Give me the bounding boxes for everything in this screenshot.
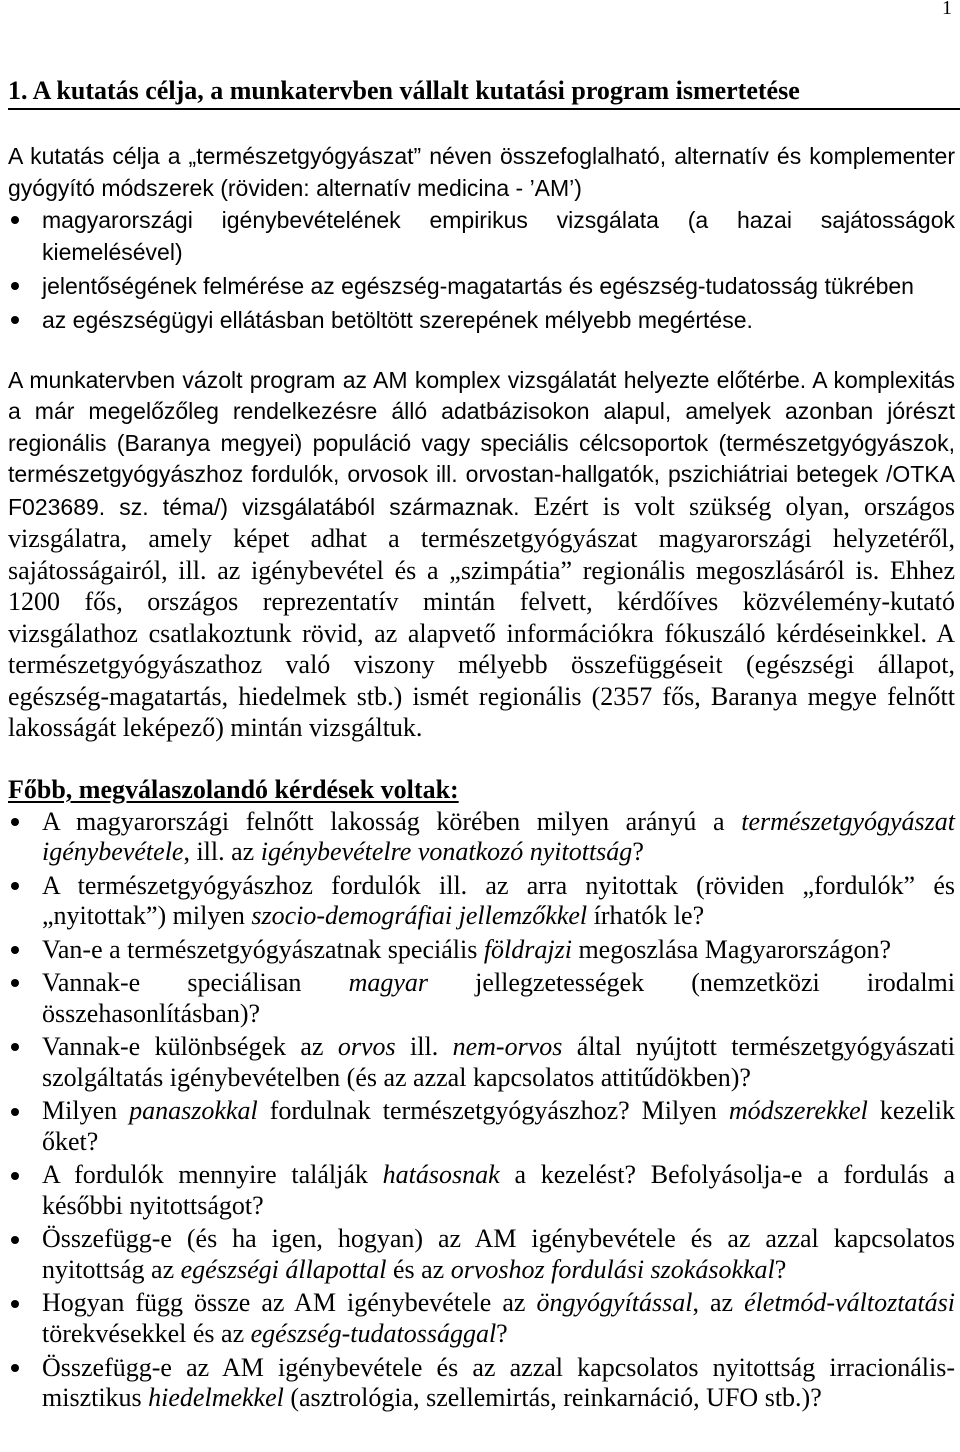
text-segment: Vannak-e különbségek az xyxy=(42,1032,338,1062)
text-segment: kezelik őket? xyxy=(42,1096,955,1156)
aim-item xyxy=(8,304,955,336)
emphasized-text: hiedelmekkel xyxy=(148,1383,284,1413)
text-segment: Összefügg-e (és ha igen, hogyan) az AM igénybevétele és az azzal kapcsolatos nyitottság az xyxy=(42,1224,955,1285)
emphasized-text: módszerekkel xyxy=(728,1096,868,1126)
emphasized-text: igénybevételre vonatkozó nyitottság xyxy=(260,837,633,867)
emphasized-text: földrajzi xyxy=(483,934,572,964)
text-segment: a kezelést? Befolyásolja-e a fordulás a későbbi nyitottságot? xyxy=(42,1160,955,1221)
program-paragraph-survey: Ezért is volt szükség olyan, országos vizsgálatra, amely képet adhat a természetgyógyászat magyarországi helyzetéről, sajátosságairól, ill. az igénybevétel és a „szimpátia” regionális megoszlásáról is. Ehhez 1200 fős, országos reprezentatív mintán felvett, kérdőíves közvélemény-kutató vizsgálathoz csatlakoztunk rövid, az alapvető információkra fókuszáló kérdéseinkkel. A természetgyógyászathoz való viszony mélyebb összefüggéseit (egészségi állapot, egészség-magatartás, hiedelmek stb.) ismét regionális (2357 fős, Baranya megye felnőtt lakosságát leképező) mintán vizsgáltuk. xyxy=(8,491,956,742)
emphasized-text: egészség-tudatossággal xyxy=(250,1319,497,1349)
question-item xyxy=(8,807,955,869)
emphasized-text: panaszokkal xyxy=(129,1096,258,1126)
text-segment: A magyarországi felnőtt lakosság körében milyen arányú a xyxy=(42,806,742,836)
bullet-icon xyxy=(11,946,19,954)
emphasized-text: egészségi állapottal xyxy=(180,1255,387,1285)
question-item xyxy=(8,1032,955,1094)
section-heading: 1. A kutatás célja, a munkatervben vállalt kutatási program ismertetése xyxy=(8,75,960,110)
bullet-icon xyxy=(11,1364,19,1372)
emphasized-text: orvoshoz fordulási szokásokkal xyxy=(450,1255,775,1285)
bullet-icon xyxy=(11,1236,19,1244)
bullet-icon xyxy=(11,1172,19,1180)
text-segment: ? xyxy=(496,1319,508,1349)
question-text xyxy=(42,1032,955,1092)
bullet-icon xyxy=(11,882,19,890)
question-item xyxy=(8,968,955,1030)
text-segment: (asztrológia, szellemirtás, reinkarnáció, UFO stb.)? xyxy=(283,1383,822,1413)
question-text xyxy=(42,935,891,964)
question-text xyxy=(42,1224,955,1284)
aim-text: jelentőségének felmérése az egészség-magatartás és egészség-tudatosság tükrében xyxy=(42,272,914,299)
bullet-icon xyxy=(11,979,19,987)
text-segment: , az xyxy=(692,1288,745,1318)
question-item xyxy=(8,1288,955,1350)
question-text xyxy=(42,871,955,931)
questions-heading: Főbb, megválaszolandó kérdések voltak: xyxy=(8,774,459,804)
emphasized-text: hatásosnak xyxy=(382,1160,500,1190)
bullet-icon xyxy=(11,316,19,324)
question-item xyxy=(8,935,955,966)
emphasized-text: nem-orvos xyxy=(452,1032,563,1062)
program-paragraph xyxy=(8,365,955,744)
page-content xyxy=(8,75,955,1415)
text-segment: Milyen xyxy=(42,1096,130,1126)
question-text xyxy=(42,807,955,867)
text-segment: ? xyxy=(632,837,644,867)
aim-item xyxy=(8,204,955,268)
questions-list xyxy=(8,807,955,1415)
question-item xyxy=(8,1160,955,1222)
emphasized-text: magyar xyxy=(348,967,429,997)
text-segment: ? xyxy=(774,1255,787,1285)
emphasized-text: szocio-demográfiai jellemzőkkel xyxy=(251,901,588,931)
question-item xyxy=(8,871,955,933)
aim-text: magyarországi igénybevételének empirikus vizsgálata (a hazai sajátosságok kiemelésével) xyxy=(42,206,955,265)
bullet-icon xyxy=(11,216,19,224)
text-segment: Vannak-e speciálisan xyxy=(42,967,349,997)
text-segment: és az xyxy=(386,1255,451,1285)
program-paragraph-sources: A munkatervben vázolt program az AM komplex vizsgálatát helyezte előtérbe. A komplexitás a már megelőzőleg rendelkezésre álló adatbázisokon alapul, amelyek azonban jórészt regionális (Baranya megyei) populáció vagy speciális célcsoportok (természetgyógyászok, természetgyógyászhoz fordulók, orvosok ill. orvostan-hallgatók, pszichiátriai betegek /OTKA F023689. sz. téma/) vizsgálatából származnak. xyxy=(8,366,955,520)
emphasized-text: orvos xyxy=(337,1032,396,1062)
bullet-icon xyxy=(11,1108,19,1116)
bullet-icon xyxy=(11,818,19,826)
text-segment: fordulnak természetgyógyászhoz? Milyen xyxy=(257,1096,729,1126)
emphasized-text: természetgyógyászat igénybevétele xyxy=(42,806,955,867)
text-segment: által nyújtott természetgyógyászati szolgáltatás igénybevételben (és az azzal kapcsolatos attitűdökben)? xyxy=(42,1032,955,1092)
text-segment: megoszlása Magyarországon? xyxy=(571,934,892,964)
aims-list xyxy=(8,204,955,336)
question-text xyxy=(42,968,955,1028)
intro-paragraph: A kutatás célja a „természetgyógyászat” néven összefoglalható, alternatív és komplementer gyógyító módszerek (röviden: alternatív medicina - ’AM’) xyxy=(8,142,955,201)
text-segment: jellegzetességek (nemzetközi irodalmi összehasonlításban)? xyxy=(42,967,955,1028)
question-item xyxy=(8,1353,955,1415)
text-segment: A fordulók mennyire találják xyxy=(42,1160,383,1190)
aim-text: az egészségügyi ellátásban betöltött szerepének mélyebb megértése. xyxy=(42,306,753,333)
question-text xyxy=(42,1288,955,1348)
question-item xyxy=(8,1096,955,1158)
question-text xyxy=(42,1096,955,1156)
bullet-icon xyxy=(11,1300,19,1308)
text-segment: Hogyan függ össze az AM igénybevétele az xyxy=(42,1288,537,1318)
text-segment: írhatók le? xyxy=(587,901,705,931)
text-segment: Van-e a természetgyógyászatnak speciális xyxy=(42,934,484,964)
question-item xyxy=(8,1224,955,1286)
page-number: 1 xyxy=(942,0,952,19)
emphasized-text: öngyógyítással xyxy=(536,1288,693,1318)
emphasized-text: életmód-változtatási xyxy=(744,1288,955,1318)
text-segment: , ill. az xyxy=(183,837,261,867)
aim-item xyxy=(8,270,955,302)
question-text xyxy=(42,1353,955,1413)
question-text xyxy=(42,1160,955,1220)
text-segment: A természetgyógyászhoz fordulók ill. az arra nyitottak (röviden „fordulók” és „nyitottak”) milyen xyxy=(42,870,955,931)
text-segment: ill. xyxy=(395,1032,453,1062)
text-segment: törekvésekkel és az xyxy=(42,1319,251,1349)
bullet-icon xyxy=(11,1043,19,1051)
text-segment: Összefügg-e az AM igénybevétele és az azzal kapcsolatos nyitottság irracionális-misztikus xyxy=(42,1352,955,1413)
bullet-icon xyxy=(11,282,19,290)
